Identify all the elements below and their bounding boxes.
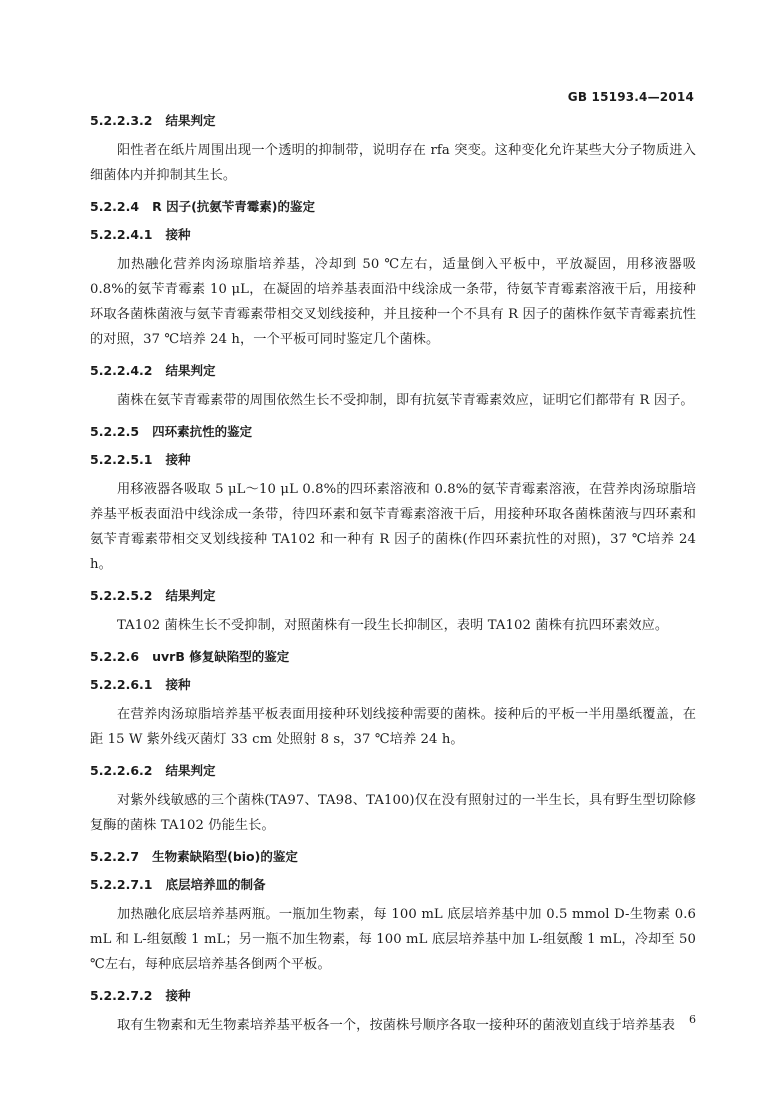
section-title: 结果判定 [165, 113, 216, 128]
section-title: 接种 [165, 988, 191, 1003]
section-heading [90, 423, 696, 441]
section-title: 结果判定 [165, 363, 216, 378]
section-title: 结果判定 [165, 763, 216, 778]
section-number: 5.2.2.7.1 [90, 877, 153, 892]
paragraph: 菌株在氨苄青霉素带的周围依然生长不受抑制，即有抗氨苄青霉素效应，证明它们都带有 R 因子。 [117, 393, 694, 408]
section-heading [90, 848, 696, 866]
paragraph: 对紫外线敏感的三个菌株(TA97、TA98、TA100)仅在没有照射过的一半生长，具有野生型切除修复酶的菌株 TA102 仍能生长。 [90, 793, 696, 833]
section-number: 5.2.2.5 [90, 424, 140, 439]
page-number: 6 [689, 1013, 696, 1026]
section-number: 5.2.2.4 [90, 199, 140, 214]
section-title: 接种 [165, 227, 191, 242]
section-heading [90, 676, 696, 694]
paragraph: 加热融化底层培养基两瓶。一瓶加生物素，每 100 mL 底层培养基中加 0.5 mmol D-生物素 0.6 mL 和 L-组氨酸 1 mL；另一瓶不加生物素，每 100 mL 底层培养基中加 L-组氨酸 1 mL，冷却至 50 ℃左右，每种底层培养基各倒两个平板。 [90, 907, 696, 972]
section-heading [90, 226, 696, 244]
section-title: 接种 [165, 677, 191, 692]
paragraph: 取有生物素和无生物素培养基平板各一个，按菌株号顺序各取一接种环的菌液划直线于培养基表 [117, 1018, 676, 1033]
section-heading [90, 587, 696, 605]
section-heading [90, 112, 696, 130]
section-heading [90, 876, 696, 894]
section-title: uvrB 修复缺陷型的鉴定 [152, 649, 290, 664]
section-number: 5.2.2.6.1 [90, 677, 153, 692]
section-number: 5.2.2.4.1 [90, 227, 153, 242]
section-number: 5.2.2.6.2 [90, 763, 153, 778]
section-title: 底层培养皿的制备 [165, 877, 266, 892]
document-body [90, 112, 696, 1038]
section-heading [90, 762, 696, 780]
section-heading [90, 987, 696, 1005]
section-number: 5.2.2.6 [90, 649, 140, 664]
section-heading [90, 362, 696, 380]
section-title: R 因子(抗氨苄青霉素)的鉴定 [152, 199, 316, 214]
section-title: 结果判定 [165, 588, 216, 603]
section-number: 5.2.2.5.1 [90, 452, 153, 467]
section-title: 四环素抗性的鉴定 [152, 424, 253, 439]
section-number: 5.2.2.7.2 [90, 988, 153, 1003]
section-number: 5.2.2.4.2 [90, 363, 153, 378]
paragraph: 阳性者在纸片周围出现一个透明的抑制带，说明存在 rfa 突变。这种变化允许某些大分子物质进入细菌体内并抑制其生长。 [90, 143, 696, 183]
section-number: 5.2.2.7 [90, 849, 140, 864]
section-number: 5.2.2.3.2 [90, 113, 153, 128]
section-number: 5.2.2.5.2 [90, 588, 153, 603]
section-title: 接种 [165, 452, 191, 467]
paragraph: TA102 菌株生长不受抑制，对照菌株有一段生长抑制区，表明 TA102 菌株有抗四环素效应。 [117, 618, 669, 633]
paragraph: 在营养肉汤琼脂培养基平板表面用接种环划线接种需要的菌株。接种后的平板一半用墨纸覆盖，在距 15 W 紫外线灭菌灯 33 cm 处照射 8 s，37 ℃培养 24 h。 [90, 707, 696, 747]
section-heading [90, 451, 696, 469]
paragraph: 加热融化营养肉汤琼脂培养基，冷却到 50 ℃左右，适量倒入平板中，平放凝固，用移液器吸 0.8%的氨苄青霉素 10 μL，在凝固的培养基表面沿中线涂成一条带，待氨苄青霉素溶液干后，用接种环取各菌株菌液与氨苄青霉素带相交叉划线接种，并且接种一个不具有 R 因子的菌株作氨苄青霉素抗性的对照，37 ℃培养 24 h，一个平板可同时鉴定几个菌株。 [90, 257, 696, 347]
section-heading [90, 648, 696, 666]
standard-code: GB 15193.4—2014 [567, 90, 694, 104]
section-heading [90, 198, 696, 216]
paragraph: 用移液器各吸取 5 μL～10 μL 0.8%的四环素溶液和 0.8%的氨苄青霉素溶液，在营养肉汤琼脂培养基平板表面沿中线涂成一条带，待四环素和氨苄青霉素溶液干后，用接种环取各菌株菌液与四环素和氨苄青霉素带相交叉划线接种 TA102 和一种有 R 因子的菌株(作四环素抗性的对照)，37 ℃培养 24 h。 [90, 482, 696, 572]
section-title: 生物素缺陷型(bio)的鉴定 [152, 849, 298, 864]
